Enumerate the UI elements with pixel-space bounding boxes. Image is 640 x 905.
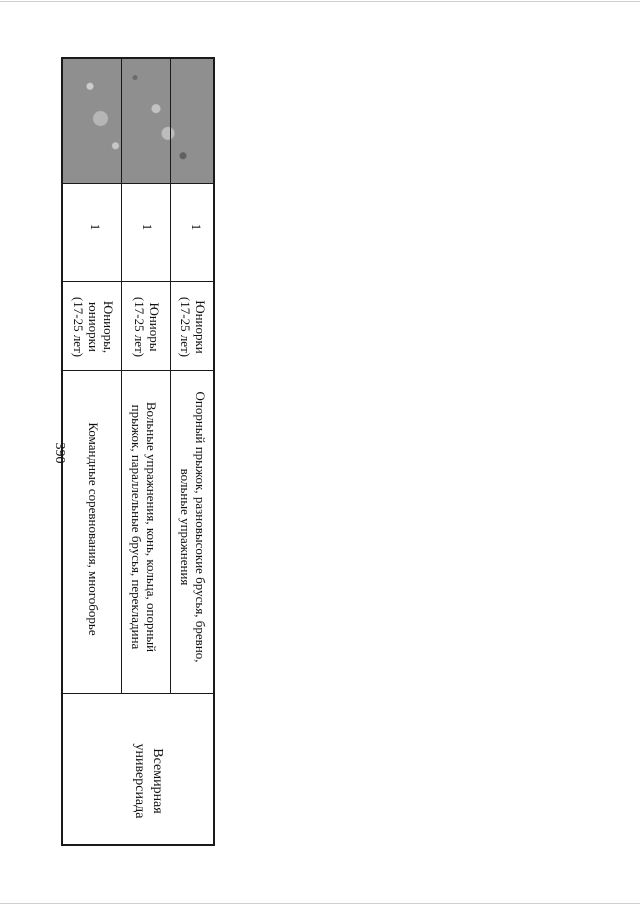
scan-edge-bottom [0,903,640,904]
age-cell-1 [68,277,116,377]
count-cell-3 [186,212,204,242]
discipline-cell-1 [83,359,101,699]
discipline-cell-3 [174,357,208,697]
count-3: 1 [189,223,204,231]
age-1-line-3: (17-25 лет) [71,296,86,358]
shaded-cell [63,59,213,183]
column-divider-shaded [63,183,213,184]
event-name-line-1: Всемирная универсиада [132,743,165,819]
age-1-line-1: Юниоры, [101,300,116,354]
page-number: 390 [52,442,67,464]
discipline-3-line-1: Опорный прыжок, разновысокие брусья, бревно, [193,391,208,663]
discipline-2-line-1: Вольные упражнения, конь, кольца, опорный [144,401,159,653]
row-divider-1 [121,59,122,693]
discipline-2-line-2: прыжок, параллельные брусья, перекладина [129,404,144,650]
discipline-cell-2 [125,357,159,697]
event-cell [110,691,166,871]
age-3-line-2: (17-25 лет) [178,296,193,358]
scan-edge-top [0,1,640,2]
age-2-line-1: Юниоры [147,302,162,352]
age-3-line-1: Юниорки [193,300,208,354]
row-divider-2 [170,59,171,693]
count-cell-2 [137,212,155,242]
discipline-1-line-1: Командные соревнования, многоборье [86,422,101,636]
competition-table [61,57,215,846]
age-cell-2 [128,277,162,377]
count-cell-1 [85,212,103,242]
count-2: 1 [140,223,155,231]
age-2-line-2: (17-25 лет) [132,296,147,358]
age-cell-3 [174,277,208,377]
age-1-line-2: юниорки [86,302,101,352]
count-1: 1 [88,223,103,231]
discipline-3-line-2: вольные упражнения [178,468,193,586]
